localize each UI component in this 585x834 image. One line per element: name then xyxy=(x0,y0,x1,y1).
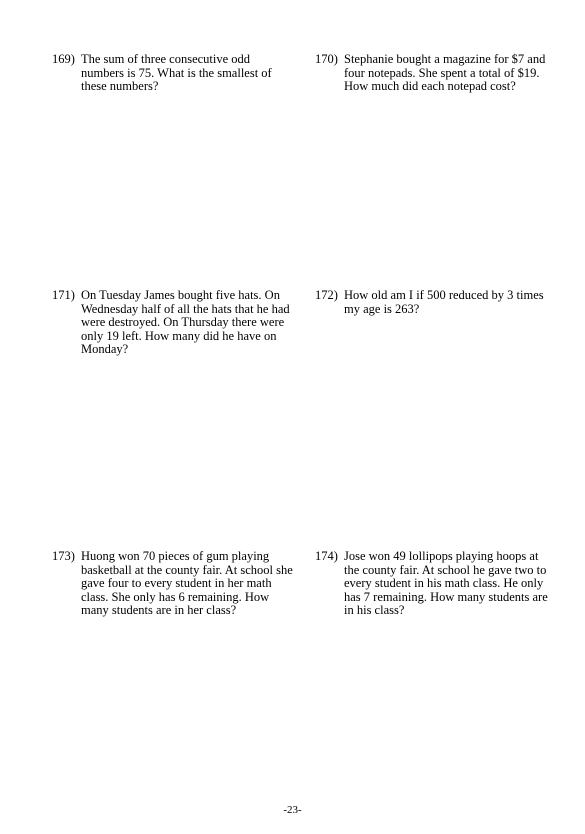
problem-number: 169) xyxy=(52,52,75,66)
problem-number: 174) xyxy=(315,549,338,563)
problem-text: Stephanie bought a magazine for $7 and four notepads. She spent a total of $19. How much did each notepad cost? xyxy=(344,52,546,94)
problem-number: 172) xyxy=(315,288,338,302)
problem-text: Jose won 49 lollipops playing hoops at the county fair. At school he gave two to every student in his math class. He only has 7 remaining. How many students are in his class? xyxy=(344,549,548,618)
problem-number: 170) xyxy=(315,52,338,66)
problem-text: The sum of three consecutive odd numbers is 75. What is the smallest of these numbers? xyxy=(81,52,272,94)
problem-text: On Tuesday James bought five hats. On Wednesday half of all the hats that he had were destroyed. On Thursday there were only 19 left. How many did he have on Monday? xyxy=(81,288,290,357)
problem-text: Huong won 70 pieces of gum playing basketball at the county fair. At school she gave four to every student in her math class. She only has 6 remaining. How many students are in her class? xyxy=(81,549,293,618)
problem-number: 173) xyxy=(52,549,75,563)
problem-text: How old am I if 500 reduced by 3 times my age is 263? xyxy=(344,288,544,316)
page-number: -23- xyxy=(283,804,302,816)
problem-number: 171) xyxy=(52,288,75,302)
